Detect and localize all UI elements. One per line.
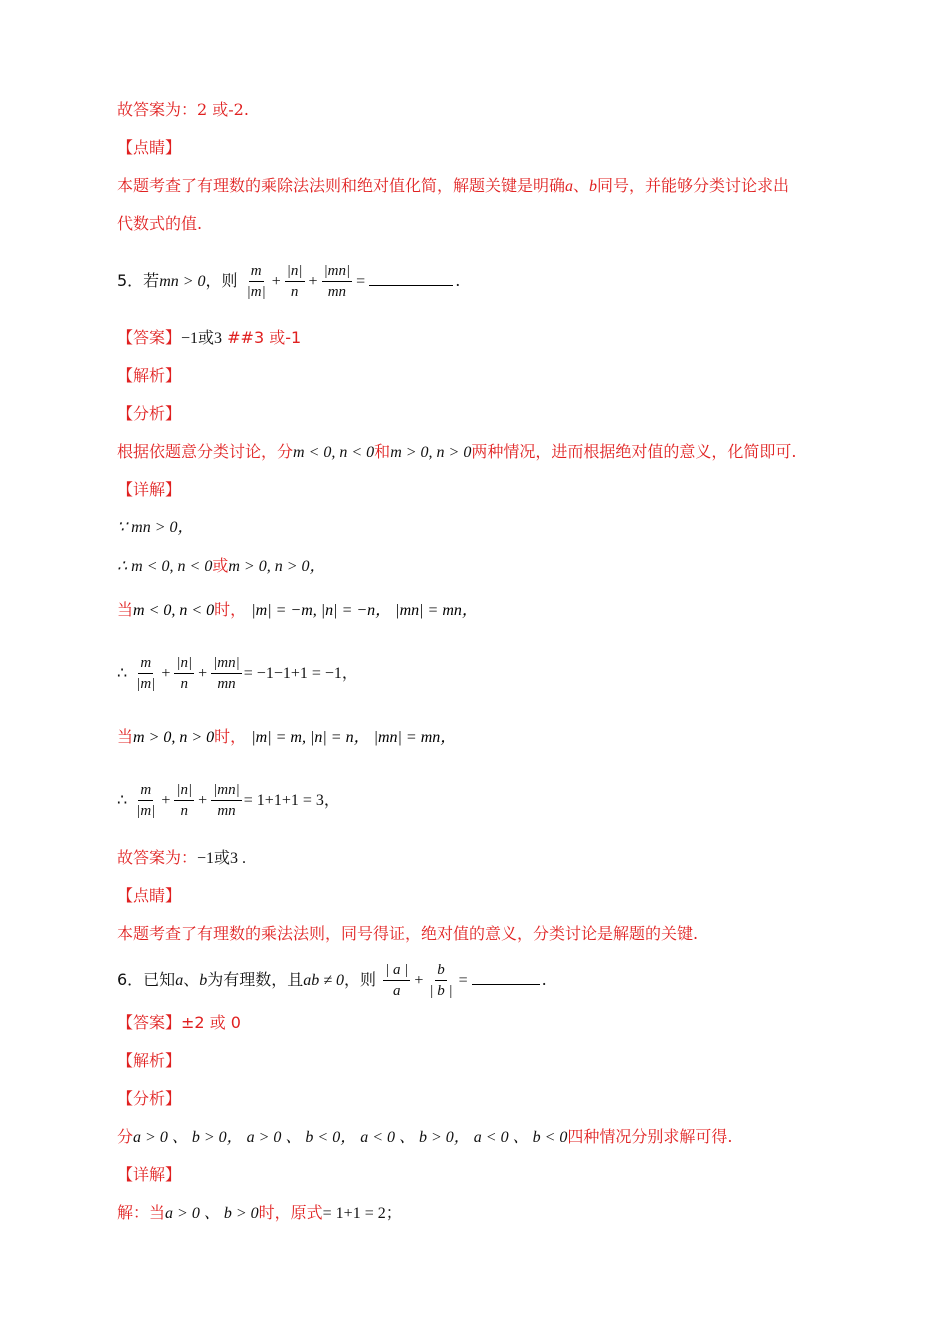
dianjing-label-5: 【点睛】 bbox=[117, 886, 182, 905]
answer-math: −1或3 bbox=[181, 330, 223, 347]
detail-6-step-1: 解：当a > 0 、 b > 0时，原式= 1+1 = 2； bbox=[117, 1203, 402, 1222]
var-b: b bbox=[589, 178, 598, 195]
fenxi-text-6: 分a > 0 、 b > 0， a > 0 、 b < 0， a < 0 、 b > 0， a < 0 、 b < 0四种情况分别求解可得. bbox=[117, 1127, 733, 1146]
detail-step-3: 当m < 0, n < 0时， |m| = −m, |n| = −n， |mn| = mn， bbox=[117, 600, 478, 619]
fraction-abs-n-over-n: $\frac{|n|}{n}$ bbox=[286, 263, 303, 300]
fraction-b-over-abs-b: $\frac{b}{| b |}$ bbox=[429, 962, 453, 999]
fenxi-label-6: 【分析】 bbox=[117, 1089, 182, 1108]
fenxi-text-5: 根据依题意分类讨论，分m < 0, n < 0和m > 0, n > 0两种情况，进而根据绝对值的意义，化简即可. bbox=[117, 442, 797, 461]
then: ，则 bbox=[205, 271, 238, 290]
dianjing-text-5: 本题考查了有理数的乘法法则，同号得证，绝对值的意义，分类讨论是解题的关键. bbox=[117, 924, 699, 943]
question-5: 5．若mn > 0，则 $\frac{m}{|m|}$ + $\frac{|n|}{n}$ + $\frac{|mn|}{mn}$ = . bbox=[117, 263, 461, 300]
question-number: 5．若 bbox=[117, 271, 160, 290]
answer-text: ##3 或-1 bbox=[227, 328, 302, 347]
dianjing-label-4: 【点睛】 bbox=[117, 138, 182, 157]
detail-step-2: ∴ m < 0, n < 0或m > 0, n > 0， bbox=[117, 556, 326, 575]
xiangjie-label-6: 【详解】 bbox=[117, 1165, 182, 1184]
xiangjie-label-5: 【详解】 bbox=[117, 480, 182, 499]
answer-conclusion-4: 故答案为：2 或-2. bbox=[117, 100, 249, 119]
detail-step-5: 当m > 0, n > 0时， |m| = m, |n| = n， |mn| = mn， bbox=[117, 727, 457, 746]
dianjing-text-part: 本题考查了有理数的乘除法法则和绝对值化简，解题关键是明确 bbox=[117, 176, 566, 195]
answer-6: 【答案】±2 或 0 bbox=[117, 1013, 241, 1032]
answer-conclusion-5: 故答案为：−1或3 . bbox=[117, 848, 247, 867]
condition: mn > 0 bbox=[159, 273, 206, 290]
dianjing-text-4 bbox=[117, 175, 789, 198]
jiexi-label-6: 【解析】 bbox=[117, 1051, 182, 1070]
fenxi-label-5: 【分析】 bbox=[117, 404, 182, 423]
answer-5 bbox=[117, 327, 301, 350]
answer-label: 【答案】 bbox=[117, 328, 182, 347]
detail-step-4: ∴ $\frac{m}{|m|}$ + $\frac{|n|}{n}$ + $\frac{|mn|}{mn}$ = −1−1+1 = −1， bbox=[117, 655, 358, 692]
detail-step-1: ∵ mn > 0， bbox=[117, 519, 194, 536]
detail-step-6: ∴ $\frac{m}{|m|}$ + $\frac{|n|}{n}$ + $\frac{|mn|}{mn}$ = 1+1+1 = 3， bbox=[117, 782, 340, 819]
answer-blank[interactable] bbox=[472, 970, 540, 985]
jiexi-label-5: 【解析】 bbox=[117, 366, 182, 385]
answer-blank[interactable] bbox=[369, 271, 453, 286]
fraction-abs-mn-over-mn: $\frac{|mn|}{mn}$ bbox=[323, 263, 351, 300]
question-6: 6．已知a、b为有理数，且ab ≠ 0，则 $\frac{| a |}{a}$ + $\frac{b}{| b |}$ = . bbox=[117, 962, 547, 999]
fraction-abs-a-over-a: $\frac{| a |}{a}$ bbox=[385, 962, 409, 999]
dianjing-text-4-cont: 代数式的值. bbox=[117, 214, 203, 233]
separator: 、 bbox=[573, 176, 590, 195]
fraction-m-over-abs-m: $\frac{m}{|m|}$ bbox=[246, 263, 266, 300]
var-a: a bbox=[565, 178, 574, 195]
dianjing-text-part: 同号，并能够分类讨论求出 bbox=[597, 176, 790, 195]
